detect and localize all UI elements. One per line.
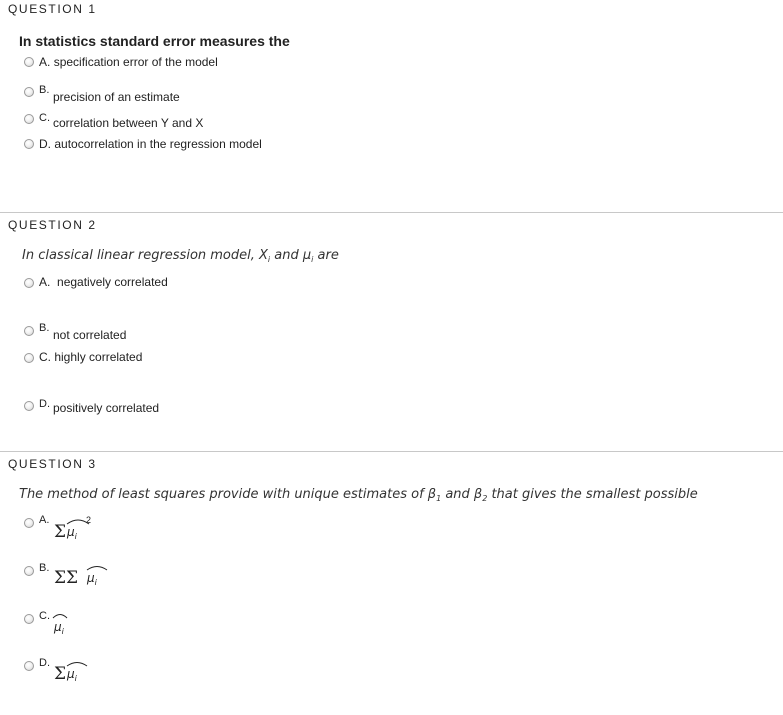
- option-letter: A.: [39, 55, 51, 69]
- hat-accent-icon: [86, 564, 108, 571]
- mu-symbol: [67, 667, 77, 683]
- option-letter: A.: [39, 514, 50, 526]
- option-text: highly correlated: [54, 350, 143, 364]
- mu-glyph: μ: [87, 571, 95, 585]
- q2-text-post: are: [313, 248, 339, 263]
- radio-button[interactable]: [24, 401, 34, 411]
- q3-text-pre: The method of least squares provide with unique estimates of β: [19, 487, 437, 502]
- sigma-symbol: Σ: [54, 664, 67, 684]
- q2-text-mid: and μ: [270, 248, 312, 263]
- radio-button[interactable]: [24, 661, 34, 671]
- radio-button[interactable]: [24, 518, 34, 528]
- radio-button[interactable]: [24, 139, 34, 149]
- formula-mu-hat: [52, 611, 76, 637]
- option-letter: B.: [39, 562, 50, 574]
- hat-accent-icon: [66, 660, 88, 667]
- hat-accent-icon: [52, 612, 68, 619]
- question-3-text: [19, 487, 698, 503]
- option-letter: A.: [39, 275, 51, 289]
- question-1-text: In statistics standard error measures the: [19, 33, 290, 49]
- q2-text-pre: In classical linear regression model, X: [22, 248, 268, 263]
- mu-glyph: μ: [54, 620, 62, 634]
- option-text: positively correlated: [53, 401, 160, 415]
- radio-button[interactable]: [24, 87, 34, 97]
- mu-sub: i: [61, 627, 64, 636]
- q3-text-post: that gives the smallest possible: [487, 487, 698, 502]
- formula-sum-mu-hat: [54, 659, 94, 687]
- q2-x-sub: i: [267, 255, 271, 264]
- option-letter: B.: [39, 84, 50, 96]
- radio-button[interactable]: [24, 326, 34, 336]
- radio-button[interactable]: [24, 114, 34, 124]
- option-text: precision of an estimate: [53, 90, 180, 104]
- q3-b1-sub: 1: [436, 494, 442, 503]
- divider: [0, 451, 783, 452]
- q2-mu-sub: i: [311, 255, 314, 264]
- option-letter: C.: [39, 350, 51, 364]
- question-2-text: [22, 248, 339, 264]
- question-1-label: QUESTION 1: [8, 2, 97, 16]
- mu-symbol: [87, 571, 97, 587]
- q3-text-mid: and β: [441, 487, 483, 502]
- option-letter: C.: [39, 112, 50, 124]
- sigma-symbol: Σ: [54, 522, 67, 542]
- mu-symbol: [67, 525, 77, 541]
- radio-button[interactable]: [24, 566, 34, 576]
- mu-symbol: [54, 620, 64, 636]
- mu-glyph: μ: [67, 525, 75, 539]
- divider: [0, 212, 783, 213]
- formula-double-sum-mu-hat: [54, 563, 114, 591]
- sigma-symbol: ΣΣ: [54, 568, 79, 588]
- mu-sub: i: [94, 578, 97, 587]
- radio-button[interactable]: [24, 57, 34, 67]
- option-text: negatively correlated: [57, 275, 168, 289]
- option-text: correlation between Y and X: [53, 116, 204, 130]
- radio-button[interactable]: [24, 353, 34, 363]
- question-3-label: QUESTION 3: [8, 457, 97, 471]
- formula-sum-mu-hat-squared: [54, 516, 104, 544]
- mu-sub: i: [74, 532, 77, 541]
- superscript-two: 2: [86, 515, 92, 525]
- question-2-label: QUESTION 2: [8, 218, 97, 232]
- option-text: autocorrelation in the regression model: [54, 137, 262, 151]
- option-letter: D.: [39, 398, 50, 410]
- radio-button[interactable]: [24, 614, 34, 624]
- radio-button[interactable]: [24, 278, 34, 288]
- option-letter: C.: [39, 610, 50, 622]
- option-letter: D.: [39, 137, 51, 151]
- option-text: not correlated: [53, 328, 127, 342]
- option-letter: D.: [39, 657, 50, 669]
- mu-sub: i: [74, 674, 77, 683]
- q3-b2-sub: 2: [482, 494, 488, 503]
- mu-glyph: μ: [67, 667, 75, 681]
- option-letter: B.: [39, 322, 50, 334]
- option-text: specification error of the model: [53, 55, 218, 69]
